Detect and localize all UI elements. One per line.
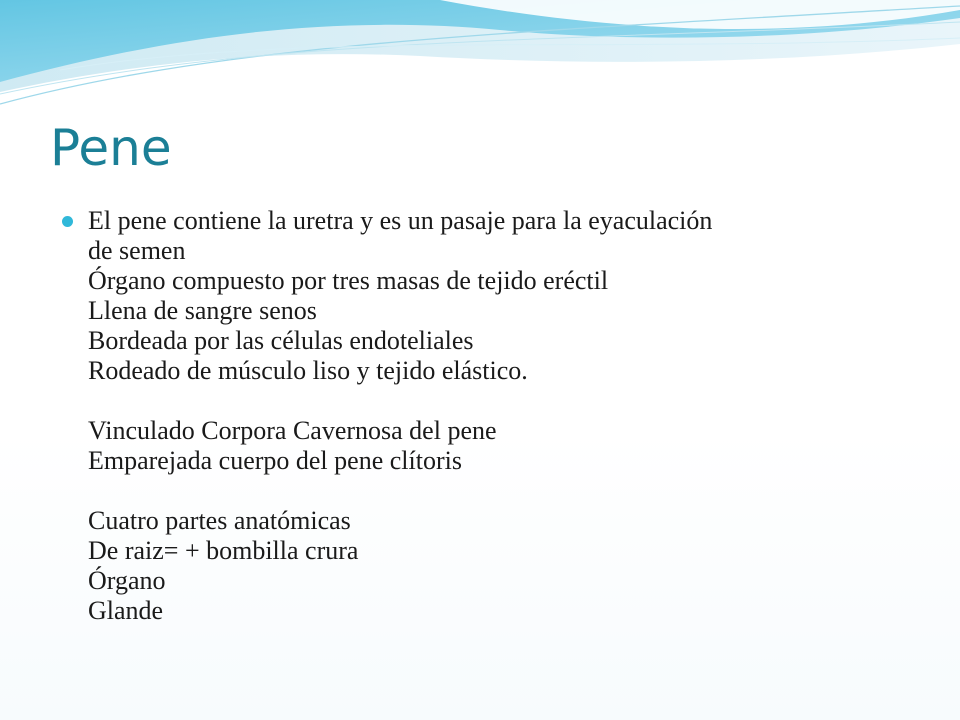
bullet-line-spacer [88, 476, 912, 506]
slide-title: Pene [50, 119, 172, 177]
bullet-line: Cuatro partes anatómicas [88, 506, 351, 535]
bullet-line-spacer [88, 386, 912, 416]
bullet-item [62, 206, 912, 626]
bullet-line: De raiz= + bombilla crura [88, 536, 359, 565]
bullet-line: El pene contiene la uretra y es un pasaje para la eyaculación [88, 206, 713, 235]
bullet-line: Emparejada cuerpo del pene clítoris [88, 446, 462, 475]
bullet-text [88, 206, 912, 626]
bullet-line: de semen [88, 236, 186, 265]
bullet-line: Vinculado Corpora Cavernosa del pene [88, 416, 497, 445]
bullet-line: Rodeado de músculo liso y tejido elástico. [88, 356, 528, 385]
bullet-line: Glande [88, 596, 164, 625]
bullet-line: Bordeada por las células endoteliales [88, 326, 474, 355]
bullet-line: Llena de sangre senos [88, 296, 317, 325]
bullet-line: Órgano compuesto por tres masas de tejido eréctil [88, 266, 609, 295]
bullet-dot-icon [62, 216, 73, 227]
bullet-line: Órgano [88, 566, 166, 595]
slide-content [62, 206, 912, 626]
header-wave-decoration [0, 0, 960, 120]
